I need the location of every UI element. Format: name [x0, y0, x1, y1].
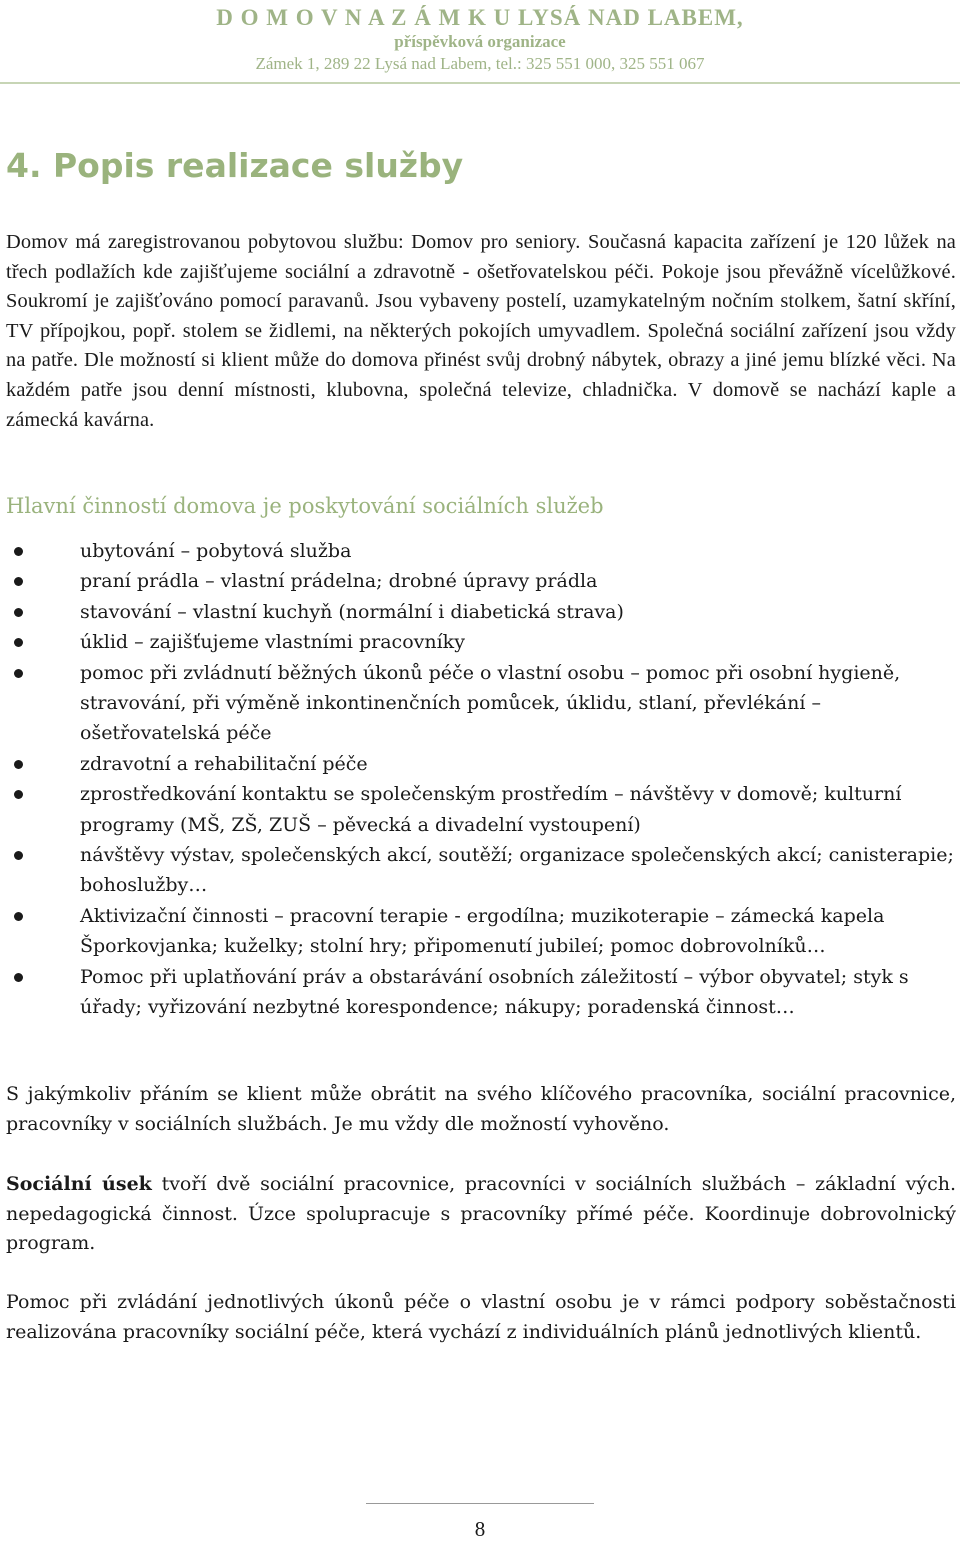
- list-item: [6, 962, 956, 1023]
- list-item-text: úklid – zajišťujeme vlastními pracovníky: [80, 631, 465, 654]
- list-item: [6, 901, 956, 962]
- list-item-text: zdravotní a rehabilitační péče: [80, 752, 368, 775]
- social-unit-paragraph: [6, 1170, 956, 1259]
- bullet-icon: [14, 973, 23, 982]
- activities-list: [6, 536, 956, 1023]
- bullet-icon: [14, 790, 23, 799]
- footer-divider: [366, 1503, 594, 1504]
- social-unit-text: tvoří dvě sociální pracovnice, pracovníci v sociálních službách – základní vých. nepedagogická činnost. Úzce spolupracuje s pracovníky přímé péče. Koordinuje dobrovolnický program.: [6, 1173, 956, 1255]
- list-item: [6, 566, 956, 596]
- care-paragraph: Pomoc při zvládání jednotlivých úkonů péče o vlastní osobu je v rámci podpory soběstačnosti realizována pracovníky sociální péče, která vychází z individuálních plánů jednotlivých klientů.: [6, 1291, 956, 1343]
- list-item: [6, 779, 956, 840]
- list-item: [6, 536, 956, 566]
- list-item-text: ubytování – pobytová služba: [80, 540, 352, 562]
- bullet-icon: [14, 547, 23, 556]
- bullet-icon: [14, 577, 23, 586]
- list-item-text: Pomoc při uplatňování práv a obstarávání osobních záležitostí – výbor obyvatel; styk s úřady; vyřizování nezbytné korespondence; nákupy; poradenská činnost…: [80, 965, 909, 1019]
- letterhead-address: Zámek 1, 289 22 Lysá nad Labem, tel.: 325 551 000, 325 551 067: [255, 54, 705, 73]
- bullet-icon: [14, 760, 23, 769]
- list-item: [6, 749, 956, 779]
- letterhead-legal-form: příspěvková organizace: [394, 32, 566, 51]
- letterhead: [0, 4, 960, 76]
- bullet-icon: [14, 638, 23, 647]
- list-item: [6, 597, 956, 627]
- section-title: 4. Popis realizace služby: [6, 146, 464, 185]
- social-unit-lead: Sociální úsek: [6, 1173, 152, 1195]
- letterhead-organization-name: D O M O V N A Z Á M K U LYSÁ NAD LABEM,: [216, 5, 744, 30]
- list-item: [6, 840, 956, 901]
- list-item: [6, 627, 956, 657]
- list-item: [6, 658, 956, 749]
- list-item-text: zprostředkování kontaktu se společenským prostředím – návštěvy v domově; kulturní programy (MŠ, ZŠ, ZUŠ – pěvecká a divadelní vystoupení): [80, 783, 902, 836]
- list-item-text: Aktivizační činnosti – pracovní terapie - ergodílna; muzikoterapie – zámecká kapela Šporkovjanka; kuželky; stolní hry; připomenutí jubileí; pomoc dobrovolníků…: [80, 904, 885, 958]
- list-item-text: návštěvy výstav, společenských akcí, soutěží; organizace společenských akcí; canisterapie; bohoslužby…: [80, 844, 954, 897]
- letterhead-divider: [0, 82, 960, 84]
- bullet-icon: [14, 669, 23, 678]
- activities-heading: Hlavní činností domova je poskytování sociálních služeb: [6, 494, 604, 518]
- intro-paragraph: Domov má zaregistrovanou pobytovou službu: Domov pro seniory. Současná kapacita zařízení je 120 lůžek na třech podlažích kde zajišťujeme sociální a zdravotně - ošetřovatelskou péči. Pokoje jsou převážně vícelůžkové. Soukromí je zajišťováno pomocí paravanů. Jsou vybaveny postelí, uzamykatelným nočním stolkem, šatní skříní, TV přípojkou, popř. stolem se židlemi, na některých pokojích umyvadlem. Společná sociální zařízení jsou vždy na patře. Dle možností si klient může do domova přinést svůj drobný nábytek, obrazy a jiné jemu blízké věci. Na každém patře jsou denní místnosti, klubovna, společná televize, chladnička. V domově se nachází kaple a zámecká kavárna.: [6, 231, 956, 431]
- list-item-text: praní prádla – vlastní prádelna; drobné úpravy prádla: [80, 570, 598, 593]
- bullet-icon: [14, 912, 23, 921]
- page-number: 8: [474, 1517, 486, 1541]
- contact-paragraph: S jakýmkoliv přáním se klient může obrátit na svého klíčového pracovníka, sociální pracovnice, pracovníky v sociálních službách. Je mu vždy dle možností vyhověno.: [6, 1083, 956, 1135]
- list-item-text: stavování – vlastní kuchyň (normální i diabetická strava): [80, 600, 624, 623]
- bullet-icon: [14, 851, 23, 860]
- list-item-text: pomoc při zvládnutí běžných úkonů péče o vlastní osobu – pomoc při osobní hygieně, stravování, při výměně inkontinenčních pomůcek, úklidu, stlaní, převlékání – ošetřovatelská péče: [80, 661, 901, 745]
- bullet-icon: [14, 608, 23, 617]
